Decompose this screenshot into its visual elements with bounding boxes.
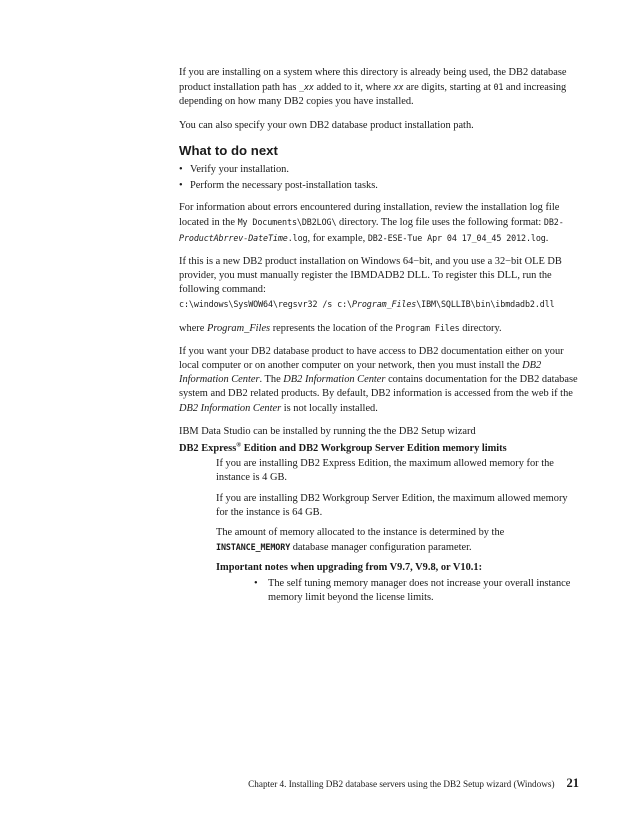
command-text: c:\windows\SysWOW64\regsvr32 /s c:\ <box>179 299 352 310</box>
text: are digits, starting at <box>403 82 494 94</box>
code-log-format: DB2- <box>543 217 564 228</box>
text: directory. <box>459 322 502 334</box>
info-center-name: DB2 Information Center <box>179 402 282 414</box>
section-heading: What to do next <box>179 142 278 158</box>
code-log-example: DB2-ESE-Tue Apr 04 17_04_45 2012.log <box>367 232 546 243</box>
text: If you want your DB2 database product to have access to DB2 documentation either on your local computer or on another computer on your network, then you must install the <box>179 345 564 372</box>
text: . <box>545 232 549 244</box>
text: is not locally installed. <box>281 402 378 414</box>
bullet-icon: • <box>179 163 183 175</box>
list-item <box>179 179 579 193</box>
code-log-format: ProductAbrrev-DateTime <box>179 232 288 243</box>
text: where <box>179 322 207 334</box>
registered-mark: ® <box>236 441 242 449</box>
list-item-text: Verify your installation. <box>190 163 289 175</box>
variable: Program_Files <box>206 322 271 334</box>
code-digits: xx <box>393 82 404 93</box>
command-text: \IBM\SQLLIB\bin\ibmdadb2.dll <box>416 299 555 310</box>
command-variable: Program_Files <box>351 299 417 310</box>
code-log-format: .log <box>287 232 308 243</box>
page-number: 21 <box>566 776 579 790</box>
text: If you are installing on a system where this directory is already being used, the DB2 database product installation path has <box>179 67 567 94</box>
code-parameter: INSTANCE_MEMORY <box>216 542 291 553</box>
code-start: 01 <box>493 82 504 93</box>
upgrade-notes-title: Important notes when upgrading from V9.7, V9.8, or V10.1: <box>216 562 483 574</box>
page-footer <box>0 776 579 791</box>
bullet-icon: • <box>254 577 258 589</box>
memory-limits-title <box>179 442 579 456</box>
command-line <box>179 297 579 311</box>
info-center-name: DB2 Information Center <box>283 374 386 386</box>
next-steps-list <box>179 163 579 193</box>
text: DB2 Express <box>179 443 237 455</box>
paragraph-workgroup-limit: If you are installing DB2 Workgroup Server Edition, the maximum allowed memory for the instance is 64 GB. <box>216 492 568 518</box>
text: For information about errors encountered during installation, review the installation log file located in the <box>179 202 560 229</box>
text: and increasing depending on how many DB2 copies you have installed. <box>179 82 567 108</box>
paragraph-log-file <box>179 201 579 246</box>
bullet-icon: • <box>179 180 183 192</box>
page-body <box>179 66 579 605</box>
text: database manager configuration parameter. <box>290 542 472 554</box>
list-item-text: The self tuning memory manager does not increase your overall instance memory limit beyond the license limits. <box>268 577 571 603</box>
list-item-text: Perform the necessary post-installation tasks. <box>190 180 378 192</box>
code-dir: Program Files <box>395 322 460 333</box>
text: , for example, <box>307 232 368 244</box>
chapter-title: Chapter 4. Installing DB2 database servers using the DB2 Setup wizard (Windows) <box>248 779 555 789</box>
memory-limits-body <box>216 457 579 605</box>
text: Edition and DB2 Workgroup Server Edition memory limits <box>241 443 507 455</box>
paragraph-custom-path: You can also specify your own DB2 database product installation path. <box>179 119 474 131</box>
text: contains documentation for the DB2 database system and DB2 related products. By default, DB2 information is accessed from the web if the <box>179 374 578 400</box>
code-suffix: _xx <box>299 82 314 93</box>
paragraph-program-files <box>179 321 579 336</box>
text: . The <box>259 374 284 386</box>
paragraph-install-path <box>179 66 579 110</box>
upgrade-notes-list <box>254 577 579 605</box>
list-item <box>254 577 579 605</box>
list-item <box>179 163 579 177</box>
text: represents the location of the <box>270 322 396 334</box>
paragraph-express-limit: If you are installing DB2 Express Edition, the maximum allowed memory for the instance is 4 GB. <box>216 458 554 484</box>
paragraph-data-studio: IBM Data Studio can be installed by running the the DB2 Setup wizard <box>179 425 476 437</box>
paragraph-register-dll: If this is a new DB2 product installation on Windows 64−bit, and you use a 32−bit OLE DB provider, you must manually register the IBMDADB2 DLL. To register this DLL, run the following command: <box>179 255 562 296</box>
paragraph-instance-memory <box>216 526 579 555</box>
paragraph-info-center <box>179 345 579 416</box>
text: The amount of memory allocated to the instance is determined by the <box>216 527 505 539</box>
text: added to it, where <box>313 82 394 94</box>
info-center-name: DB2 Information Center <box>179 360 542 386</box>
code-log-dir: My Documents\DB2LOG\ <box>237 217 337 228</box>
text: directory. The log file uses the following format: <box>336 217 544 229</box>
